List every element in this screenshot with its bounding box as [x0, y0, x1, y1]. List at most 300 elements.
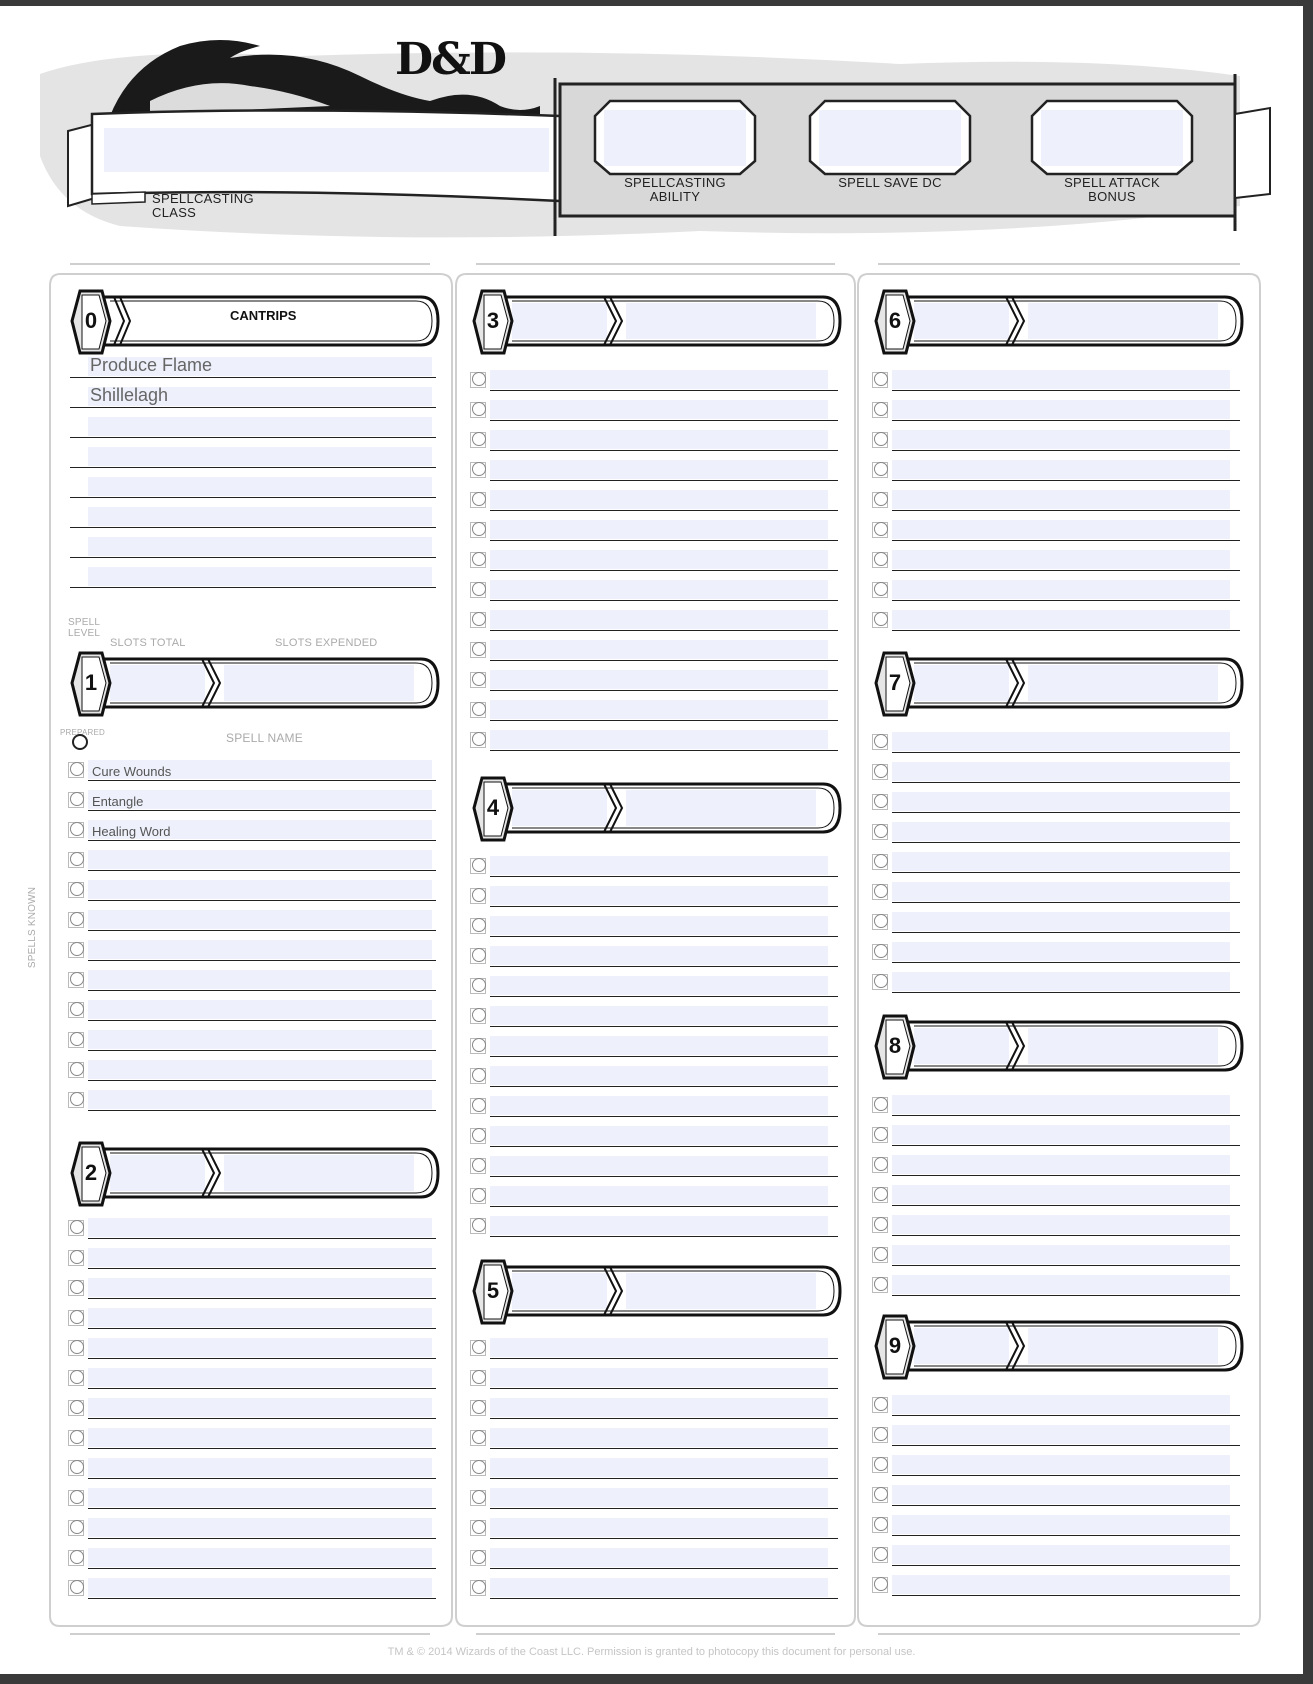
- prepared-checkbox[interactable]: [872, 734, 888, 750]
- prepared-checkbox[interactable]: [470, 1008, 486, 1024]
- spell-row[interactable]: [472, 1034, 842, 1057]
- prepared-circle-icon: [472, 1038, 486, 1052]
- prepared-checkbox[interactable]: [872, 372, 888, 388]
- spell-row[interactable]: [70, 1456, 440, 1479]
- prepared-checkbox[interactable]: [68, 1032, 84, 1048]
- spell-row[interactable]: [472, 974, 842, 997]
- prepared-circle-icon: [472, 432, 486, 446]
- prepared-checkbox[interactable]: [872, 824, 888, 840]
- cantrip-row[interactable]: [70, 565, 440, 588]
- prepared-checkbox[interactable]: [68, 1092, 84, 1108]
- prepared-checkbox[interactable]: [872, 612, 888, 628]
- prepared-checkbox[interactable]: [470, 1430, 486, 1446]
- prepared-circle-icon: [70, 912, 84, 926]
- spell-row[interactable]: [70, 908, 440, 931]
- spell-row[interactable]: [472, 1064, 842, 1087]
- prepared-checkbox[interactable]: [872, 402, 888, 418]
- prepared-circle-icon: [874, 764, 888, 778]
- spell-row[interactable]: [874, 1483, 1244, 1506]
- prepared-circle-icon: [70, 1250, 84, 1264]
- prepared-circle-icon: [472, 612, 486, 626]
- slots-total-label: SLOTS TOTAL: [110, 637, 186, 649]
- slots-total-field[interactable]: [914, 665, 1009, 701]
- prepared-circle-icon: [874, 974, 888, 988]
- spell-row[interactable]: [874, 820, 1244, 843]
- spell-row[interactable]: [472, 548, 842, 571]
- prepared-checkbox[interactable]: [470, 552, 486, 568]
- spell-level-number: 6: [888, 308, 902, 333]
- spell-row[interactable]: [472, 1426, 842, 1449]
- prepared-checkbox[interactable]: [68, 1370, 84, 1386]
- prepared-checkbox[interactable]: [872, 914, 888, 930]
- prepared-checkbox[interactable]: [68, 1520, 84, 1536]
- prepared-checkbox[interactable]: [872, 1217, 888, 1233]
- spellcasting-ability-field[interactable]: [604, 110, 746, 166]
- prepared-checkbox[interactable]: [470, 888, 486, 904]
- spell-row[interactable]: [874, 368, 1244, 391]
- cantrip-row[interactable]: [70, 385, 440, 408]
- spell-level-number: 5: [486, 1278, 500, 1303]
- prepared-checkbox[interactable]: [470, 1400, 486, 1416]
- prepared-checkbox[interactable]: [68, 1250, 84, 1266]
- spell-row[interactable]: [874, 1153, 1244, 1176]
- spell-row[interactable]: [874, 940, 1244, 963]
- spell-row[interactable]: [874, 790, 1244, 813]
- prepared-circle-icon: [472, 978, 486, 992]
- prepared-checkbox[interactable]: [872, 1397, 888, 1413]
- prepared-circle-icon: [874, 582, 888, 596]
- prepared-circle-icon: [70, 1340, 84, 1354]
- prepared-checkbox[interactable]: [470, 1068, 486, 1084]
- prepared-checkbox[interactable]: [68, 912, 84, 928]
- slots-total-field[interactable]: [110, 1155, 205, 1191]
- spell-row[interactable]: [70, 1336, 440, 1359]
- prepared-checkbox[interactable]: [68, 1460, 84, 1476]
- slots-total-field[interactable]: [512, 790, 607, 826]
- spells-known-label: SPELLS KNOWN: [27, 886, 39, 969]
- spell-row[interactable]: [874, 1123, 1244, 1146]
- cantrip-row[interactable]: [70, 355, 440, 378]
- prepared-checkbox[interactable]: [470, 672, 486, 688]
- prepared-circle-icon: [874, 734, 888, 748]
- slots-expended-field[interactable]: [1028, 1328, 1218, 1364]
- prepared-checkbox[interactable]: [872, 764, 888, 780]
- prepared-circle-icon: [70, 882, 84, 896]
- prepared-circle-icon: [874, 944, 888, 958]
- prepared-circle-icon: [874, 1517, 888, 1531]
- spell-level-number: 4: [486, 795, 500, 820]
- prepared-checkbox[interactable]: [470, 1370, 486, 1386]
- slots-expended-field[interactable]: [1028, 1028, 1218, 1064]
- spell-row[interactable]: [874, 1243, 1244, 1266]
- prepared-checkbox[interactable]: [470, 1098, 486, 1114]
- prepared-checkbox[interactable]: [470, 702, 486, 718]
- slots-expended-field[interactable]: [626, 1273, 816, 1309]
- cantrip-row[interactable]: [70, 475, 440, 498]
- spell-row[interactable]: [70, 1276, 440, 1299]
- prepared-checkbox[interactable]: [872, 1517, 888, 1533]
- spell-row[interactable]: [874, 1273, 1244, 1296]
- prepared-checkbox[interactable]: [872, 1577, 888, 1593]
- spell-row[interactable]: [472, 1546, 842, 1569]
- spell-row[interactable]: [874, 1093, 1244, 1116]
- spell-row[interactable]: [472, 884, 842, 907]
- spellcasting-class-field[interactable]: [104, 128, 549, 172]
- spell-row[interactable]: [874, 1393, 1244, 1416]
- slots-total-field[interactable]: [110, 665, 205, 701]
- prepared-circle-icon: [472, 1370, 486, 1384]
- prepared-circle-icon: [874, 914, 888, 928]
- spell-row[interactable]: [472, 638, 842, 661]
- prepared-checkbox[interactable]: [68, 972, 84, 988]
- prepared-circle-icon: [70, 792, 84, 806]
- spell-row[interactable]: [70, 758, 440, 781]
- prepared-circle-icon: [874, 1457, 888, 1471]
- prepared-circle-icon: [472, 522, 486, 536]
- prepared-circle-icon: [874, 462, 888, 476]
- prepared-checkbox[interactable]: [68, 852, 84, 868]
- spell-row[interactable]: [70, 1216, 440, 1239]
- spell-row[interactable]: [70, 1306, 440, 1329]
- spell-name: Shillelagh: [90, 385, 169, 405]
- spell-row[interactable]: [472, 914, 842, 937]
- spell-row[interactable]: [472, 578, 842, 601]
- spell-name: Entangle: [92, 794, 144, 809]
- prepared-checkbox[interactable]: [68, 1310, 84, 1326]
- spell-row[interactable]: [874, 1423, 1244, 1446]
- prepared-checkbox[interactable]: [470, 948, 486, 964]
- slots-expended-field[interactable]: [224, 1155, 414, 1191]
- prepared-checkbox[interactable]: [68, 1580, 84, 1596]
- spell-row[interactable]: [874, 1513, 1244, 1536]
- spell-row[interactable]: [874, 760, 1244, 783]
- prepared-checkbox[interactable]: [872, 582, 888, 598]
- spell-row[interactable]: [874, 488, 1244, 511]
- slots-total-field[interactable]: [914, 1028, 1009, 1064]
- prepared-checkbox[interactable]: [470, 1490, 486, 1506]
- prepared-checkbox[interactable]: [872, 1247, 888, 1263]
- prepared-checkbox[interactable]: [470, 402, 486, 418]
- spell-level-number: 3: [486, 308, 500, 333]
- slots-total-field[interactable]: [512, 303, 607, 339]
- prepared-checkbox[interactable]: [68, 792, 84, 808]
- prepared-checkbox[interactable]: [68, 1062, 84, 1078]
- prepared-checkbox[interactable]: [68, 1220, 84, 1236]
- spell-row[interactable]: [874, 1453, 1244, 1476]
- spell-row[interactable]: [70, 1576, 440, 1599]
- spell-row[interactable]: [874, 428, 1244, 451]
- prepared-checkbox[interactable]: [872, 974, 888, 990]
- spell-row[interactable]: [874, 970, 1244, 993]
- spell-row[interactable]: [472, 1456, 842, 1479]
- spell-row[interactable]: [874, 458, 1244, 481]
- prepared-circle-icon: [472, 582, 486, 596]
- prepared-checkbox[interactable]: [872, 854, 888, 870]
- spell-row[interactable]: [472, 458, 842, 481]
- spell-level-number: 0: [84, 308, 98, 333]
- prepared-circle-icon: [472, 462, 486, 476]
- prepared-circle-icon: [70, 1520, 84, 1534]
- slots-expended-field[interactable]: [1028, 665, 1218, 701]
- prepared-checkbox[interactable]: [470, 372, 486, 388]
- prepared-checkbox[interactable]: [68, 1340, 84, 1356]
- spell-row[interactable]: [874, 578, 1244, 601]
- prepared-checkbox[interactable]: [470, 918, 486, 934]
- spell-row[interactable]: [472, 488, 842, 511]
- spell-row[interactable]: [70, 1426, 440, 1449]
- spell-row[interactable]: [472, 668, 842, 691]
- spell-row[interactable]: [70, 1028, 440, 1051]
- prepared-checkbox[interactable]: [68, 942, 84, 958]
- spell-row[interactable]: [70, 1058, 440, 1081]
- spell-row[interactable]: [874, 1213, 1244, 1236]
- spell-row[interactable]: [472, 728, 842, 751]
- prepared-checkbox[interactable]: [68, 1002, 84, 1018]
- prepared-checkbox[interactable]: [470, 462, 486, 478]
- prepared-circle-icon: [874, 522, 888, 536]
- prepared-checkbox[interactable]: [470, 522, 486, 538]
- prepared-checkbox[interactable]: [872, 1097, 888, 1113]
- spell-level-number: 1: [84, 670, 98, 695]
- prepared-checkbox[interactable]: [872, 492, 888, 508]
- cantrip-row[interactable]: [70, 505, 440, 528]
- prepared-circle-icon: [472, 858, 486, 872]
- spell-row[interactable]: [472, 1576, 842, 1599]
- spell-row[interactable]: [874, 880, 1244, 903]
- prepared-circle-icon: [70, 1490, 84, 1504]
- spell-row[interactable]: [472, 698, 842, 721]
- spell-row[interactable]: [874, 1573, 1244, 1596]
- spell-row[interactable]: [472, 1336, 842, 1359]
- prepared-circle-icon: [472, 1400, 486, 1414]
- prepared-icon: [72, 734, 88, 750]
- prepared-checkbox[interactable]: [872, 1427, 888, 1443]
- spell-row[interactable]: [472, 518, 842, 541]
- prepared-circle-icon: [472, 642, 486, 656]
- spell-row[interactable]: [472, 1486, 842, 1509]
- prepared-circle-icon: [70, 1220, 84, 1234]
- prepared-checkbox[interactable]: [872, 522, 888, 538]
- slots-total-field[interactable]: [512, 1273, 607, 1309]
- prepared-checkbox[interactable]: [470, 582, 486, 598]
- prepared-circle-icon: [472, 1098, 486, 1112]
- spell-attack-bonus-field[interactable]: [1041, 110, 1183, 166]
- prepared-checkbox[interactable]: [68, 1550, 84, 1566]
- prepared-checkbox[interactable]: [872, 1127, 888, 1143]
- prepared-checkbox[interactable]: [68, 762, 84, 778]
- prepared-checkbox[interactable]: [470, 858, 486, 874]
- prepared-circle-icon: [874, 794, 888, 808]
- spell-row[interactable]: [472, 368, 842, 391]
- prepared-circle-icon: [874, 1487, 888, 1501]
- prepared-circle-icon: [70, 972, 84, 986]
- spell-row[interactable]: [70, 788, 440, 811]
- prepared-checkbox[interactable]: [470, 1520, 486, 1536]
- spellcasting-sheet: [0, 6, 1303, 1674]
- prepared-circle-icon: [70, 762, 84, 776]
- slots-expended-field[interactable]: [626, 303, 816, 339]
- cantrip-row[interactable]: [70, 445, 440, 468]
- prepared-checkbox[interactable]: [470, 978, 486, 994]
- prepared-circle-icon: [70, 1550, 84, 1564]
- prepared-circle-icon: [874, 1577, 888, 1591]
- spell-row[interactable]: [70, 1546, 440, 1569]
- prepared-checkbox[interactable]: [470, 492, 486, 508]
- cantrips-title: CANTRIPS: [230, 308, 297, 323]
- prepared-checkbox[interactable]: [470, 1460, 486, 1476]
- prepared-circle-icon: [874, 824, 888, 838]
- spell-row[interactable]: [472, 398, 842, 421]
- prepared-circle-icon: [70, 942, 84, 956]
- prepared-circle-icon: [472, 1068, 486, 1082]
- prepared-circle-icon: [472, 1490, 486, 1504]
- prepared-circle-icon: [874, 492, 888, 506]
- spell-row[interactable]: [472, 944, 842, 967]
- spell-row[interactable]: [472, 1214, 842, 1237]
- spell-row[interactable]: [874, 910, 1244, 933]
- prepared-checkbox[interactable]: [470, 1550, 486, 1566]
- prepared-checkbox[interactable]: [470, 1218, 486, 1234]
- spell-row[interactable]: [472, 608, 842, 631]
- spell-row[interactable]: [472, 1516, 842, 1539]
- spell-row[interactable]: [874, 608, 1244, 631]
- prepared-checkbox[interactable]: [872, 1457, 888, 1473]
- spell-row[interactable]: [874, 398, 1244, 421]
- prepared-circle-icon: [874, 1217, 888, 1231]
- prepared-checkbox[interactable]: [872, 552, 888, 568]
- prepared-label: PREPARED: [60, 728, 106, 737]
- slots-total-field[interactable]: [914, 1328, 1009, 1364]
- slots-expended-field[interactable]: [224, 665, 414, 701]
- spell-name: Cure Wounds: [92, 764, 172, 779]
- spell-name-label: SPELL NAME: [226, 731, 303, 745]
- prepared-checkbox[interactable]: [470, 1128, 486, 1144]
- prepared-checkbox[interactable]: [470, 732, 486, 748]
- spell-row[interactable]: [472, 854, 842, 877]
- prepared-checkbox[interactable]: [470, 1188, 486, 1204]
- prepared-checkbox[interactable]: [872, 462, 888, 478]
- spell-row[interactable]: [472, 1184, 842, 1207]
- spell-row[interactable]: [874, 730, 1244, 753]
- prepared-circle-icon: [472, 1218, 486, 1232]
- prepared-checkbox[interactable]: [470, 612, 486, 628]
- prepared-circle-icon: [472, 1008, 486, 1022]
- prepared-checkbox[interactable]: [872, 1547, 888, 1563]
- prepared-circle-icon: [472, 702, 486, 716]
- spell-row[interactable]: [70, 1396, 440, 1419]
- spell-row[interactable]: [70, 1088, 440, 1111]
- prepared-checkbox[interactable]: [872, 1277, 888, 1293]
- slots-expended-field[interactable]: [626, 790, 816, 826]
- spell-row[interactable]: [472, 1396, 842, 1419]
- spell-row[interactable]: [472, 428, 842, 451]
- prepared-checkbox[interactable]: [68, 1400, 84, 1416]
- prepared-circle-icon: [874, 884, 888, 898]
- spell-row[interactable]: [874, 1543, 1244, 1566]
- prepared-circle-icon: [70, 1370, 84, 1384]
- spell-row[interactable]: [472, 1124, 842, 1147]
- spell-name: Produce Flame: [90, 355, 213, 375]
- prepared-circle-icon: [472, 492, 486, 506]
- prepared-checkbox[interactable]: [872, 1487, 888, 1503]
- spell-row[interactable]: [874, 850, 1244, 873]
- prepared-circle-icon: [472, 402, 486, 416]
- prepared-checkbox[interactable]: [470, 432, 486, 448]
- prepared-circle-icon: [70, 1092, 84, 1106]
- prepared-checkbox[interactable]: [872, 1157, 888, 1173]
- prepared-circle-icon: [472, 1188, 486, 1202]
- spell-save-dc-field[interactable]: [819, 110, 961, 166]
- prepared-circle-icon: [472, 918, 486, 932]
- spell-row[interactable]: [70, 848, 440, 871]
- spell-level-number: 9: [888, 1333, 902, 1358]
- prepared-circle-icon: [472, 1158, 486, 1172]
- prepared-checkbox[interactable]: [68, 1280, 84, 1296]
- spell-row[interactable]: [874, 518, 1244, 541]
- spell-row[interactable]: [70, 1246, 440, 1269]
- spell-row[interactable]: [70, 938, 440, 961]
- prepared-circle-icon: [874, 1097, 888, 1111]
- spell-level-label: SPELL LEVEL: [68, 617, 101, 639]
- spell-row[interactable]: [472, 1154, 842, 1177]
- spell-row[interactable]: [874, 1183, 1244, 1206]
- spell-row[interactable]: [70, 1486, 440, 1509]
- prepared-checkbox[interactable]: [68, 1490, 84, 1506]
- spell-row[interactable]: [70, 878, 440, 901]
- dnd-logo: D&D: [395, 34, 506, 85]
- prepared-checkbox[interactable]: [470, 1340, 486, 1356]
- prepared-circle-icon: [472, 1550, 486, 1564]
- prepared-circle-icon: [472, 1580, 486, 1594]
- spell-row[interactable]: [472, 1366, 842, 1389]
- prepared-circle-icon: [874, 854, 888, 868]
- spell-save-dc-label: SPELL SAVE DC: [838, 175, 942, 190]
- prepared-circle-icon: [70, 1280, 84, 1294]
- prepared-checkbox[interactable]: [872, 432, 888, 448]
- prepared-checkbox[interactable]: [470, 1158, 486, 1174]
- prepared-checkbox[interactable]: [872, 944, 888, 960]
- spellcasting-ability-label: SPELLCASTING ABILITY: [624, 175, 726, 204]
- spell-level-number: 7: [888, 670, 902, 695]
- prepared-checkbox[interactable]: [470, 1038, 486, 1054]
- slots-total-field[interactable]: [914, 303, 1009, 339]
- prepared-checkbox[interactable]: [68, 1430, 84, 1446]
- prepared-circle-icon: [472, 1430, 486, 1444]
- slots-expended-field[interactable]: [1028, 303, 1218, 339]
- prepared-circle-icon: [70, 852, 84, 866]
- prepared-checkbox[interactable]: [68, 822, 84, 838]
- spell-row[interactable]: [70, 818, 440, 841]
- prepared-checkbox[interactable]: [470, 1580, 486, 1596]
- cantrip-row[interactable]: [70, 535, 440, 558]
- spell-row[interactable]: [70, 998, 440, 1021]
- spell-row[interactable]: [70, 1516, 440, 1539]
- spell-row[interactable]: [472, 1004, 842, 1027]
- prepared-circle-icon: [874, 402, 888, 416]
- spell-row[interactable]: [70, 968, 440, 991]
- spell-row[interactable]: [70, 1366, 440, 1389]
- prepared-checkbox[interactable]: [68, 882, 84, 898]
- prepared-checkbox[interactable]: [872, 1187, 888, 1203]
- cantrip-row[interactable]: [70, 415, 440, 438]
- prepared-circle-icon: [874, 1397, 888, 1411]
- spell-row[interactable]: [472, 1094, 842, 1117]
- prepared-circle-icon: [874, 1247, 888, 1261]
- prepared-checkbox[interactable]: [872, 884, 888, 900]
- prepared-checkbox[interactable]: [872, 794, 888, 810]
- prepared-checkbox[interactable]: [470, 642, 486, 658]
- spell-row[interactable]: [874, 548, 1244, 571]
